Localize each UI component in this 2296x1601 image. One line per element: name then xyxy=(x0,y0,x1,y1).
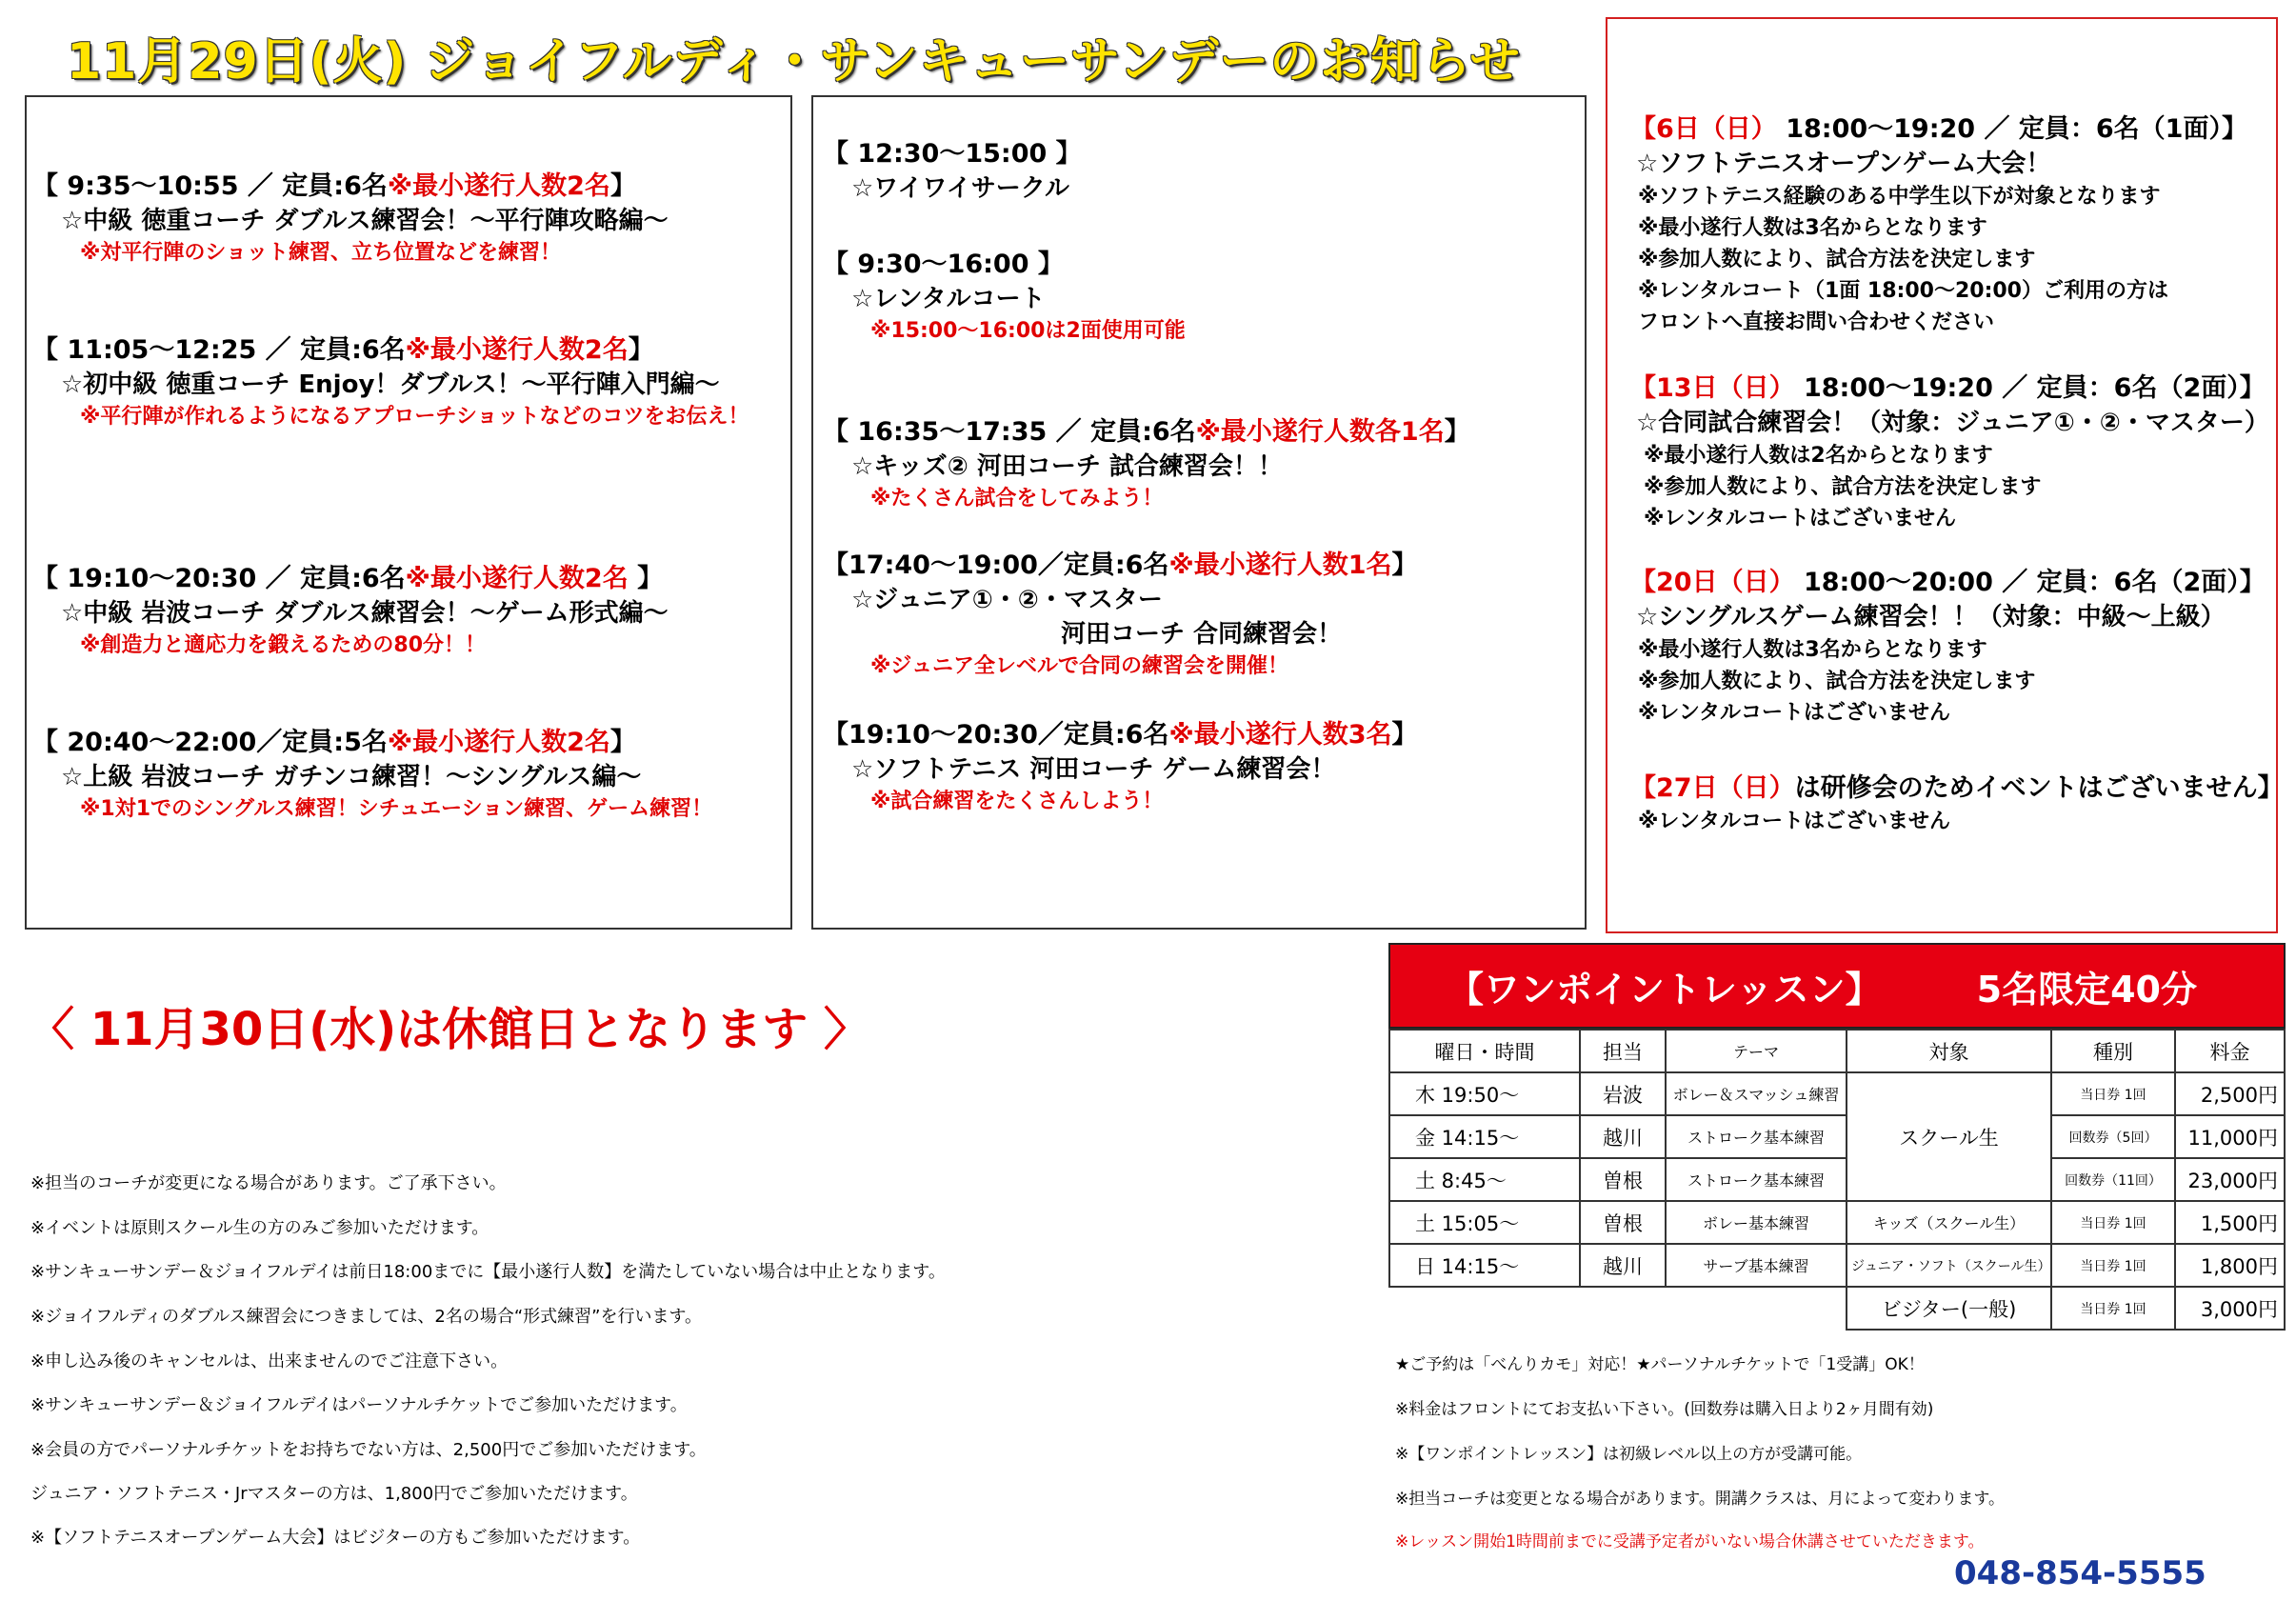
sunday-event xyxy=(1630,771,2284,837)
event-time: 18:00～20:00 ／ 定員：6名（2面）】 xyxy=(1794,568,2266,597)
event-note-1: ※ソフトテニス経験のある中学生以下が対象となります xyxy=(1638,185,2161,209)
col-header: テーマ xyxy=(1666,1030,1847,1072)
event-note: ※試合練習をたくさんしよう！ xyxy=(870,790,1164,813)
note-line: ジュニア・ソフトテニス・Jrマスターの方は、1,800円でご参加いただけます。 xyxy=(30,1484,638,1504)
event-name: ☆合同試合練習会！（対象：ジュニア①・②・マスター） xyxy=(1636,409,2269,437)
table-row xyxy=(1389,1158,2285,1201)
event-time: は研修会のためイベントはございません】 xyxy=(1794,773,2284,803)
table-row xyxy=(1389,1244,2285,1287)
lesson-target: ビジター(一般) xyxy=(1847,1287,2051,1330)
event-block xyxy=(823,718,1418,817)
event-name: ☆ワイワイサークル xyxy=(851,174,1069,203)
event-note-3: ※レンタルコートはございません xyxy=(1644,507,1956,530)
lesson-title: 【ワンポイントレッスン】 xyxy=(1447,968,1882,1011)
event-note-2: ※参加人数により、試合方法を決定します xyxy=(1644,475,2042,499)
event-note: ※たくさん試合をしてみよう！ xyxy=(870,487,1164,510)
sunday-event xyxy=(1630,371,2269,534)
event-time: 【 12:30～15:00 】 xyxy=(823,139,1082,169)
event-name: ☆ソフトテニス 河田コーチ ゲーム練習会！ xyxy=(851,755,1336,784)
min-participants: ※最小遂行人数2名 xyxy=(387,728,610,757)
lesson-fee: 2,500円 xyxy=(2175,1072,2285,1115)
lesson-coach: 越川 xyxy=(1580,1244,1666,1287)
event-name: ☆中級 徳重コーチ ダブルス練習会！～平行陣攻略編～ xyxy=(61,207,669,235)
lesson-theme: ボレー＆スマッシュ練習 xyxy=(1666,1072,1847,1115)
event-time: 【 9:35～10:55 ／ 定員:6名 xyxy=(32,171,388,201)
event-note-2: ※最小遂行人数は3名からとなります xyxy=(1638,216,1987,240)
event-time: 【 19:10～20:30 ／ 定員:6名 xyxy=(32,564,406,593)
event-note: ※平行陣が作れるようになるアプローチショットなどのコツをお伝え！ xyxy=(80,405,749,429)
lesson-time: 土 15:05～ xyxy=(1389,1201,1580,1244)
table-header-row xyxy=(1389,1030,2285,1072)
sunday-event xyxy=(1630,566,2266,729)
thank-you-sunday-panel xyxy=(1606,17,2284,933)
bracket-close: 】 xyxy=(628,335,654,365)
event-note-3: ※レンタルコートはございません xyxy=(1638,701,1950,725)
table-row xyxy=(1389,1201,2285,1244)
note-line: ※【ソフトテニスオープンゲーム大会】はビジターの方もご参加いただけます。 xyxy=(30,1528,641,1548)
lesson-time: 土 8:45～ xyxy=(1389,1158,1580,1201)
lesson-time: 金 14:15～ xyxy=(1389,1115,1580,1158)
event-note: ※レンタルコートはございません xyxy=(1638,810,1950,833)
note-line: ※ジョイフルディのダブルス練習会につきましては、2名の場合“形式練習”を行います。 xyxy=(30,1307,703,1327)
event-name: ☆ジュニア①・②・マスター xyxy=(851,586,1163,614)
col-header: 種別 xyxy=(2051,1030,2175,1072)
lesson-header xyxy=(1388,943,2286,1029)
lesson-coach: 岩波 xyxy=(1580,1072,1666,1115)
col-header: 対象 xyxy=(1847,1030,2051,1072)
event-note: ※15:00～16:00は2面使用可能 xyxy=(870,319,1186,343)
event-time: 18:00～19:20 ／ 定員：6名（2面）】 xyxy=(1794,373,2266,403)
note-line: ※サンキューサンデー＆ジョイフルデイは前日18:00までに【最小遂行人数】を満たしていない場合は中止となります。 xyxy=(30,1262,946,1282)
event-note-4: ※レンタルコート（1面 18:00～20:00）ご利用の方は xyxy=(1638,279,2168,303)
event-name: ☆キッズ② 河田コーチ 試合練習会！！ xyxy=(851,452,1283,481)
bracket-close: 】 xyxy=(1391,720,1418,750)
note-line: ★ご予約は「べんりカモ」対応！★パーソナルチケットで「1受講」OK！ xyxy=(1395,1355,1925,1374)
note-line: ※申し込み後のキャンセルは、出来ませんのでご注意下さい。 xyxy=(30,1351,509,1371)
event-note-2: ※参加人数により、試合方法を決定します xyxy=(1638,670,2036,693)
min-participants: ※最小遂行人数2名 xyxy=(387,171,610,201)
event-block xyxy=(32,562,669,661)
event-time: 18:00～19:20 ／ 定員：6名（1面）】 xyxy=(1776,114,2247,144)
event-name: ☆中級 岩波コーチ ダブルス練習会！～ゲーム形式編～ xyxy=(61,599,669,628)
event-date: 【13日（日） xyxy=(1630,373,1795,403)
lesson-coach: 曽根 xyxy=(1580,1201,1666,1244)
page-title: 11月29日(火) ジョイフルディ・サンキューサンデーのお知らせ xyxy=(67,33,1521,90)
event-time: 【 9:30～16:00 】 xyxy=(823,250,1064,279)
event-block xyxy=(823,248,1186,347)
event-note-1: ※最小遂行人数は3名からとなります xyxy=(1638,638,1987,662)
lesson-type: 当日券 1回 xyxy=(2051,1201,2175,1244)
lesson-fee: 23,000円 xyxy=(2175,1158,2285,1201)
note-line: ※【ワンポイントレッスン】は初級レベル以上の方が受講可能。 xyxy=(1395,1445,1863,1464)
note-line-red: ※レッスン開始1時間前までに受講予定者がいない場合休講させていただきます。 xyxy=(1395,1532,1985,1551)
event-block xyxy=(823,137,1082,206)
event-name: ☆レンタルコート xyxy=(851,285,1046,313)
event-name: ☆初中級 徳重コーチ Enjoy！ダブルス！～平行陣入門編～ xyxy=(61,370,720,399)
one-point-lesson xyxy=(1388,943,2286,1331)
event-note: ※1対1でのシングルス練習！シチュエーション練習、ゲーム練習！ xyxy=(80,797,713,821)
event-note: ※対平行陣のショット練習、立ち位置などを練習！ xyxy=(80,241,561,265)
table-row xyxy=(1389,1072,2285,1115)
note-line: ※料金はフロントにてお支払い下さい。(回数券は購入日より2ヶ月間有効) xyxy=(1395,1400,1934,1419)
note-line: ※担当のコーチが変更になる場合があります。ご了承下さい。 xyxy=(30,1173,507,1193)
lesson-theme: ストローク基本練習 xyxy=(1666,1158,1847,1201)
event-block xyxy=(823,415,1470,514)
event-block xyxy=(32,333,749,432)
lesson-type: 当日券 1回 xyxy=(2051,1244,2175,1287)
event-time: 【19:10～20:30／定員:6名 xyxy=(823,720,1169,750)
phone-number: 048-854-5555 xyxy=(1954,1554,2206,1592)
col-header: 担当 xyxy=(1580,1030,1666,1072)
table-row xyxy=(1389,1115,2285,1158)
min-participants: ※最小遂行人数3名 xyxy=(1168,720,1392,750)
min-participants: ※最小遂行人数2名 xyxy=(405,564,629,593)
lesson-fee: 11,000円 xyxy=(2175,1115,2285,1158)
event-note-3: ※参加人数により、試合方法を決定します xyxy=(1638,248,2036,271)
bracket-close: 】 xyxy=(1444,417,1470,447)
event-name: ☆上級 岩波コーチ ガチンコ練習！～シングルス編～ xyxy=(61,763,642,791)
lesson-target: ジュニア・ソフト（スクール生） xyxy=(1847,1244,2051,1287)
min-participants: ※最小遂行人数2名 xyxy=(405,335,629,365)
lesson-theme: サーブ基本練習 xyxy=(1666,1244,1847,1287)
lesson-table xyxy=(1388,1029,2286,1331)
lesson-coach: 越川 xyxy=(1580,1115,1666,1158)
sunday-event xyxy=(1630,112,2247,338)
lesson-fee: 3,000円 xyxy=(2175,1287,2285,1330)
lesson-theme: ストローク基本練習 xyxy=(1666,1115,1847,1158)
event-date: 【20日（日） xyxy=(1630,568,1795,597)
event-block xyxy=(32,170,669,269)
joyful-day-panel-2 xyxy=(811,95,1587,930)
bracket-close: 】 xyxy=(1391,550,1418,580)
event-date: 【27日（日） xyxy=(1630,773,1795,803)
event-time: 【 16:35～17:35 ／ 定員:6名 xyxy=(823,417,1196,447)
event-name: ☆ソフトテニスオープンゲーム大会！ xyxy=(1636,150,2051,178)
bracket-close: 】 xyxy=(609,728,636,757)
event-date: 【6日（日） xyxy=(1630,114,1777,144)
event-time: 【 11:05～12:25 ／ 定員:6名 xyxy=(32,335,406,365)
col-header: 曜日・時間 xyxy=(1389,1030,1580,1072)
lesson-theme: ボレー基本練習 xyxy=(1666,1201,1847,1244)
lesson-type: 当日券 1回 xyxy=(2051,1287,2175,1330)
lesson-type: 当日券 1回 xyxy=(2051,1072,2175,1115)
event-note: ※創造力と適応力を鍛えるための80分！！ xyxy=(80,633,487,657)
lesson-fee: 1,500円 xyxy=(2175,1201,2285,1244)
col-header: 料金 xyxy=(2175,1030,2285,1072)
lesson-type: 回数券（11回） xyxy=(2051,1158,2175,1201)
bracket-close: 】 xyxy=(628,564,664,593)
closed-day-notice: 〈 11月30日(水)は休館日となります 〉 xyxy=(29,1003,869,1056)
lesson-fee: 1,800円 xyxy=(2175,1244,2285,1287)
event-note: ※ジュニア全レベルで合同の練習会を開催！ xyxy=(870,654,1288,678)
event-note-1: ※最小遂行人数は2名からとなります xyxy=(1644,444,1993,468)
lesson-coach: 曽根 xyxy=(1580,1158,1666,1201)
joyful-day-panel-1 xyxy=(25,95,792,930)
note-line: ※サンキューサンデー＆ジョイフルデイはパーソナルチケットでご参加いただけます。 xyxy=(30,1395,688,1415)
event-name-line2: 河田コーチ 合同練習会！ xyxy=(1061,620,1343,649)
event-time: 【 20:40～22:00／定員:5名 xyxy=(32,728,388,757)
event-time: 【17:40～19:00／定員:6名 xyxy=(823,550,1169,580)
lesson-target: スクール生 xyxy=(1847,1072,2051,1201)
event-name: ☆シングルスゲーム練習会！！（対象：中級～上級） xyxy=(1636,603,2226,631)
event-block xyxy=(823,549,1418,682)
lesson-limit: 5名限定40分 xyxy=(1976,968,2197,1011)
lesson-time: 木 19:50～ xyxy=(1389,1072,1580,1115)
bracket-close: 】 xyxy=(609,171,636,201)
table-row xyxy=(1389,1287,2285,1330)
lesson-target: キッズ（スクール生） xyxy=(1847,1201,2051,1244)
event-note-5: フロントへ直接お問い合わせください xyxy=(1638,310,1995,334)
lesson-time: 日 14:15～ xyxy=(1389,1244,1580,1287)
note-line: ※担当コーチは変更となる場合があります。開講クラスは、月によって変わります。 xyxy=(1395,1490,2006,1509)
note-line: ※会員の方でパーソナルチケットをお持ちでない方は、2,500円でご参加いただけます。 xyxy=(30,1440,707,1460)
min-participants: ※最小遂行人数各1名 xyxy=(1195,417,1445,447)
min-participants: ※最小遂行人数1名 xyxy=(1168,550,1392,580)
note-line: ※イベントは原則スクール生の方のみご参加いただけます。 xyxy=(30,1218,489,1238)
event-block xyxy=(32,726,712,825)
lesson-type: 回数券（5回） xyxy=(2051,1115,2175,1158)
